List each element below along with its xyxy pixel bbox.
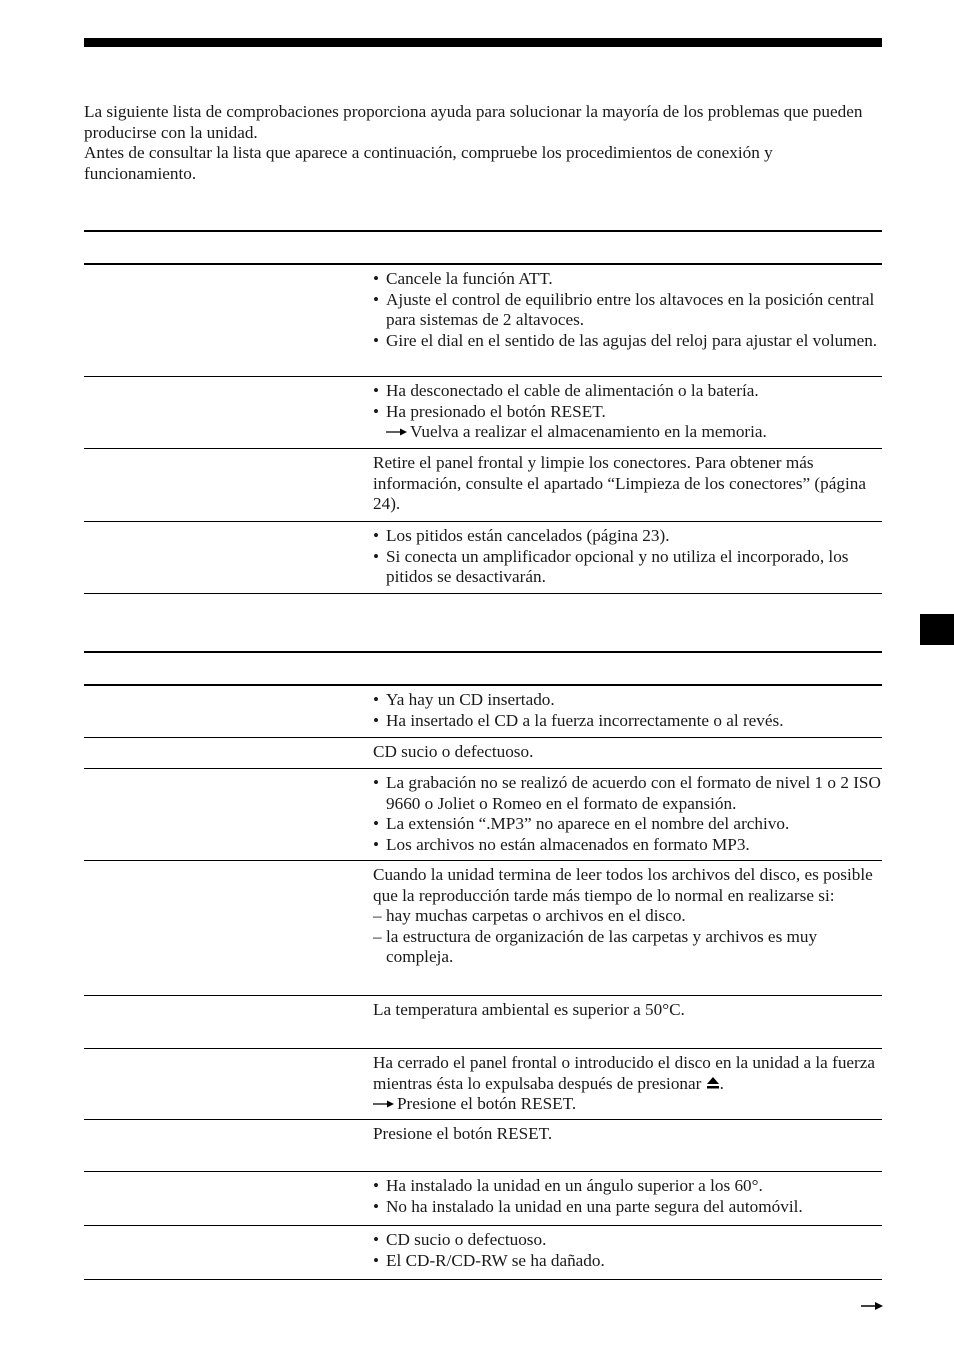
- list-item: • Gire el dial en el sentido de las agujas del reloj para ajustar el volumen.: [373, 331, 881, 352]
- remedy-text: Presione el botón RESET.: [397, 1094, 577, 1114]
- intro-text: [84, 102, 882, 184]
- table-row: [84, 265, 882, 377]
- table-row: [84, 996, 882, 1049]
- remedy-line: [373, 422, 881, 443]
- solution-cell: [373, 1176, 881, 1217]
- list-item: • Ya hay un CD insertado.: [373, 690, 881, 711]
- solution-text: Cuando la unidad termina de leer todos los archivos del disco, es posible que la reproducción tarde más tiempo de lo normal en realizarse si:: [373, 865, 873, 905]
- solution-cell: [373, 773, 881, 855]
- list-item: • Ha insertado el CD a la fuerza incorrectamente o al revés.: [373, 711, 881, 732]
- table-row: [84, 1120, 882, 1172]
- continue-arrow-icon: [860, 1296, 884, 1316]
- table-row: [84, 861, 882, 996]
- list-item: • Ajuste el control de equilibrio entre los altavoces en la posición central para sistemas de 2 altavoces.: [373, 290, 881, 331]
- solution-text: [373, 1053, 881, 1094]
- list-item: • CD sucio o defectuoso.: [373, 1230, 881, 1251]
- right-arrow-icon: [386, 427, 408, 437]
- solution-dash-list: [373, 906, 881, 968]
- table-row: [84, 686, 882, 738]
- solution-text-end: .: [719, 1073, 724, 1093]
- list-item: • Cancele la función ATT.: [373, 269, 881, 290]
- table-header-row: [84, 653, 882, 684]
- remedy-line: [373, 1094, 881, 1115]
- table-row: [84, 1049, 882, 1120]
- intro-paragraph-1: La siguiente lista de comprobaciones proporciona ayuda para solucionar la mayoría de los problemas que pueden producirse con la unidad.: [84, 102, 863, 142]
- solution-list: [373, 1176, 881, 1217]
- solution-list: [373, 526, 881, 588]
- solution-text: CD sucio o defectuoso.: [373, 742, 534, 761]
- solution-list: [373, 381, 881, 422]
- solution-cell: [373, 1124, 881, 1145]
- table-row: [84, 1226, 882, 1280]
- solution-list: [373, 1230, 881, 1271]
- right-arrow-icon: [373, 1099, 395, 1109]
- list-item: • Ha desconectado el cable de alimentación o la batería.: [373, 381, 881, 402]
- eject-icon: [706, 1076, 720, 1090]
- solution-list: [373, 690, 881, 731]
- header-rule: [84, 38, 882, 47]
- table-row: [84, 522, 882, 594]
- list-item: • No ha instalado la unidad en una parte segura del automóvil.: [373, 1197, 881, 1218]
- solution-cell: [373, 526, 881, 588]
- solution-text-main: Ha cerrado el panel frontal o introducido el disco en la unidad a la fuerza mientras ésta lo expulsaba después de presionar: [373, 1053, 876, 1093]
- list-item: • Los pitidos están cancelados (página 23).: [373, 526, 881, 547]
- table-header-row: [84, 232, 882, 263]
- solution-list: [373, 269, 881, 351]
- list-item: – hay muchas carpetas o archivos en el disco.: [373, 906, 881, 927]
- solution-cell: [373, 1000, 881, 1021]
- list-item: • Ha instalado la unidad en un ángulo superior a los 60°.: [373, 1176, 881, 1197]
- solution-cell: [373, 453, 881, 515]
- list-item: • Ha presionado el botón RESET.: [373, 402, 881, 423]
- solution-cell: [373, 381, 881, 443]
- list-item: – la estructura de organización de las carpetas y archivos es muy compleja.: [373, 927, 881, 968]
- solution-list: [373, 773, 881, 855]
- list-item: • Los archivos no están almacenados en formato MP3.: [373, 835, 881, 856]
- solution-cell: [373, 690, 881, 731]
- section-tab-marker: [920, 614, 954, 645]
- table-row: [84, 377, 882, 449]
- troubleshooting-table-1: [84, 230, 882, 594]
- solution-cell: [373, 269, 881, 351]
- intro-paragraph-2: Antes de consultar la lista que aparece a continuación, compruebe los procedimientos de conexión y funcionamiento.: [84, 143, 773, 183]
- list-item: • La extensión “.MP3” no aparece en el nombre del archivo.: [373, 814, 881, 835]
- table-row: [84, 1172, 882, 1226]
- remedy-text: Vuelva a realizar el almacenamiento en la memoria.: [410, 422, 767, 442]
- list-item: • Si conecta un amplificador opcional y no utiliza el incorporado, los pitidos se desactivarán.: [373, 547, 881, 588]
- solution-cell: [373, 742, 881, 763]
- solution-text: Retire el panel frontal y limpie los conectores. Para obtener más información, consulte el apartado “Limpieza de los conectores” (página 24).: [373, 453, 866, 514]
- table-row: [84, 738, 882, 769]
- list-item: • El CD-R/CD-RW se ha dañado.: [373, 1251, 881, 1272]
- list-item: • La grabación no se realizó de acuerdo con el formato de nivel 1 o 2 ISO 9660 o Joliet o Romeo en el formato de expansión.: [373, 773, 881, 814]
- table-row: [84, 769, 882, 861]
- solution-cell: [373, 1230, 881, 1271]
- solution-cell: [373, 1053, 881, 1115]
- solution-text: La temperatura ambiental es superior a 50°C.: [373, 1000, 685, 1019]
- troubleshooting-table-2: [84, 651, 882, 1280]
- solution-cell: [373, 865, 881, 968]
- solution-text: Presione el botón RESET.: [373, 1124, 553, 1143]
- table-row: [84, 449, 882, 522]
